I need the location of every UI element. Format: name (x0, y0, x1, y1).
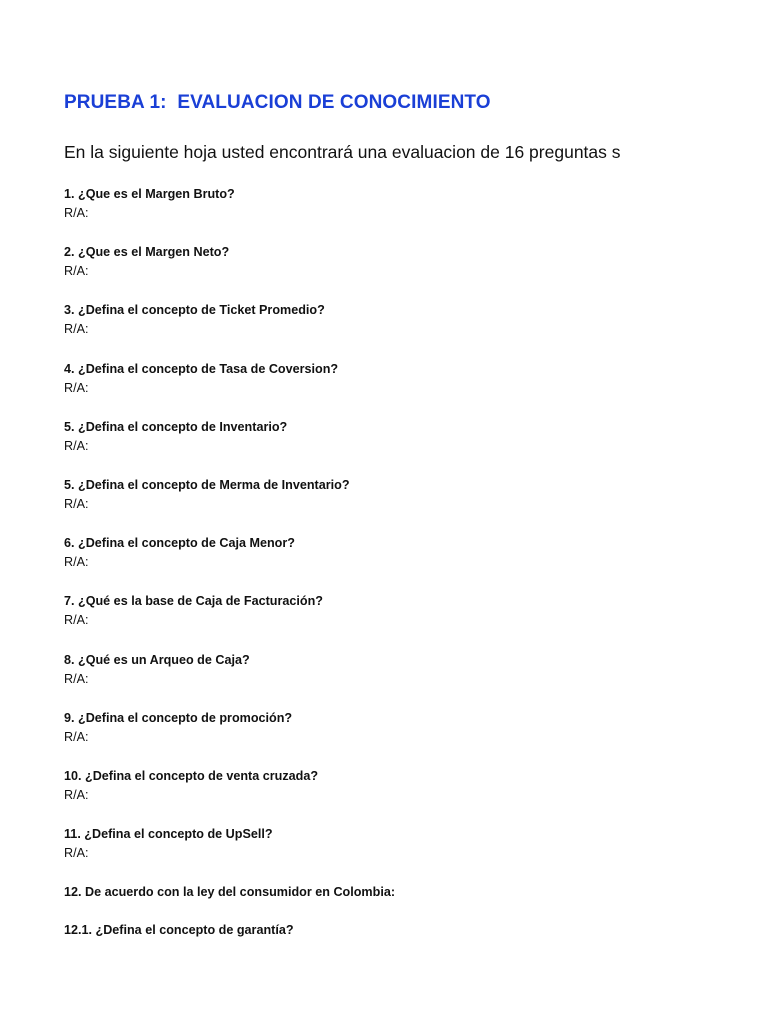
question-list (64, 185, 744, 883)
answer-label: R/A: (64, 264, 89, 279)
answer-label: R/A: (64, 846, 89, 861)
question-text: 1. ¿Que es el Margen Bruto? (64, 187, 235, 201)
answer-label: R/A: (64, 671, 89, 686)
answer-label: R/A: (64, 613, 89, 628)
answer-label: R/A: (64, 322, 89, 337)
question-item (64, 476, 744, 534)
page-title: PRUEBA 1: EVALUACION DE CONOCIMIENTO (64, 92, 491, 113)
answer-label: R/A: (64, 206, 89, 220)
answer-label: R/A: (64, 555, 89, 570)
question-item (64, 418, 744, 476)
question-text: 5. ¿Defina el concepto de Inventario? (64, 419, 288, 434)
question-item (64, 185, 744, 243)
question-item (64, 534, 744, 592)
question-text: 11. ¿Defina el concepto de UpSell? (64, 827, 273, 842)
question-item (64, 709, 744, 767)
question-item (64, 592, 744, 650)
intro-text: En la siguiente hoja usted encontrará una evaluacion de 16 preguntas s (64, 142, 621, 162)
question-text: 10. ¿Defina el concepto de venta cruzada? (64, 768, 319, 783)
question-text: 4. ¿Defina el concepto de Tasa de Coversion? (64, 361, 339, 376)
question-text: 8. ¿Qué es un Arqueo de Caja? (64, 652, 250, 667)
question-item (64, 825, 744, 883)
section-heading: 12. De acuerdo con la ley del consumidor en Colombia: (64, 885, 396, 899)
question-item (64, 243, 744, 301)
question-item (64, 651, 744, 709)
answer-label: R/A: (64, 496, 89, 511)
answer-label: R/A: (64, 787, 89, 802)
question-text: 6. ¿Defina el concepto de Caja Menor? (64, 536, 295, 551)
question-text: 3. ¿Defina el concepto de Ticket Promedio? (64, 303, 325, 318)
question-text: 5. ¿Defina el concepto de Merma de Inventario? (64, 477, 350, 492)
question-text: 9. ¿Defina el concepto de promoción? (64, 710, 293, 725)
subquestion-text: 12.1. ¿Defina el concepto de garantía? (64, 923, 294, 937)
question-text: 2. ¿Que es el Margen Neto? (64, 245, 230, 260)
question-item (64, 301, 744, 359)
question-item (64, 360, 744, 418)
question-text: 7. ¿Qué es la base de Caja de Facturación? (64, 594, 323, 609)
answer-label: R/A: (64, 438, 89, 453)
answer-label: R/A: (64, 729, 89, 744)
question-item (64, 767, 744, 825)
answer-label: R/A: (64, 380, 89, 395)
